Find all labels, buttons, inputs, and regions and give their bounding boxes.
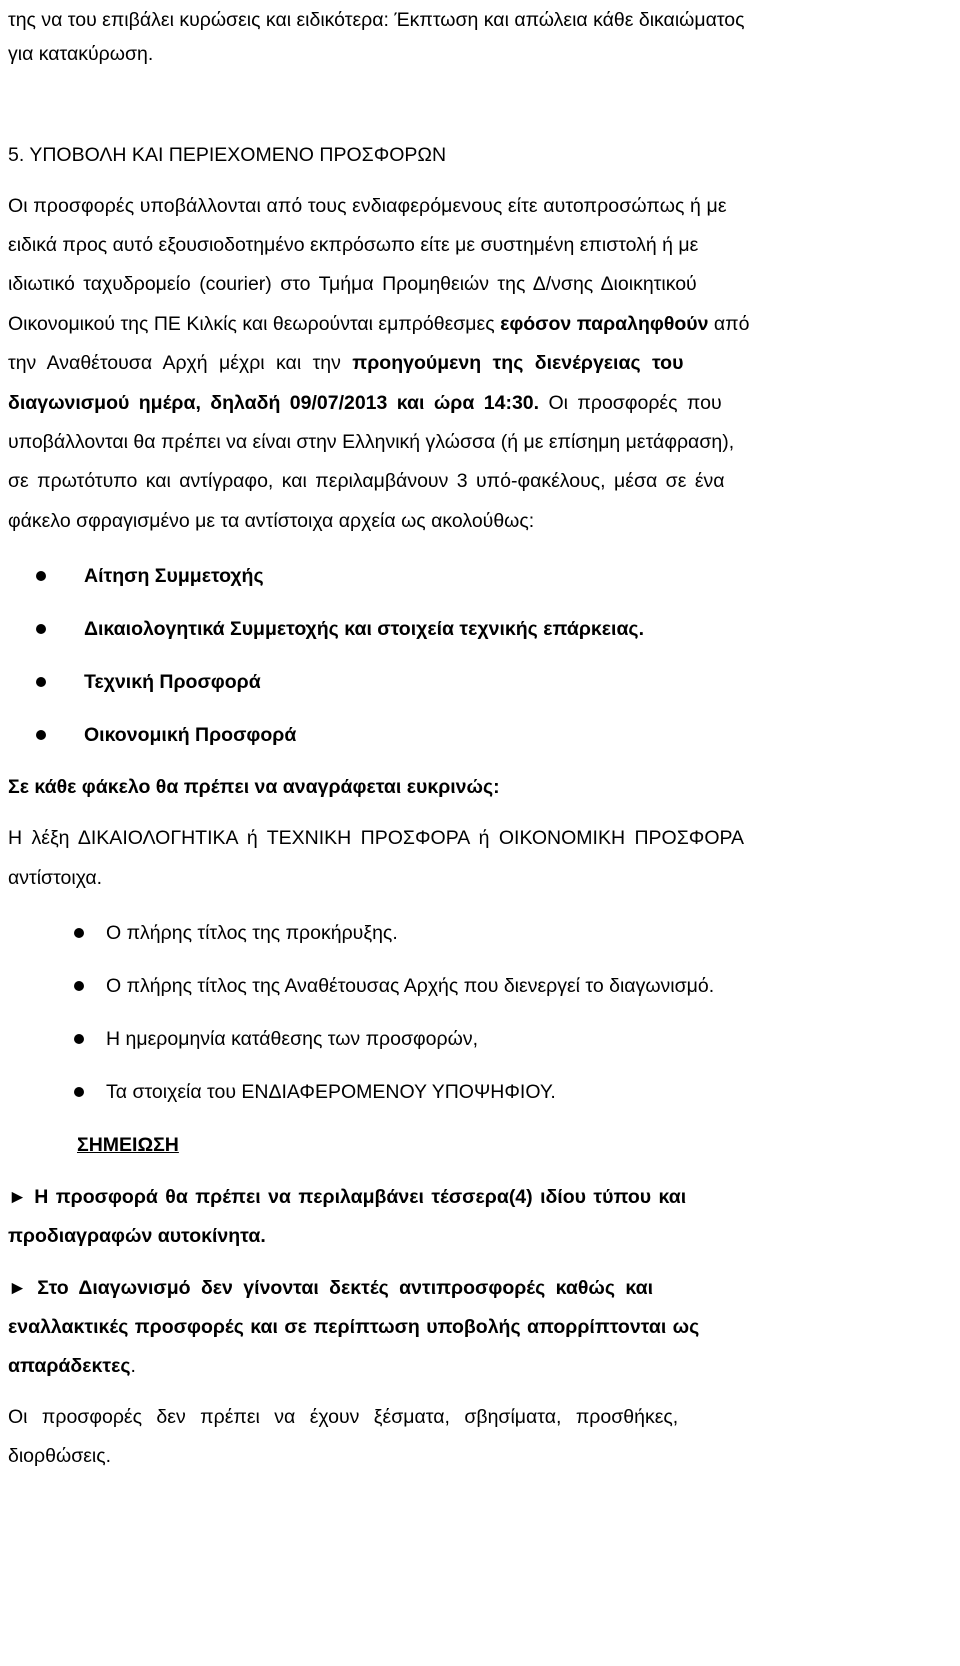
text-span: . <box>130 1355 136 1377</box>
bold-span: εφόσον παραληφθούν <box>500 313 709 335</box>
text-line: ειδικά προς αυτό εξουσιοδοτημένο εκπρόσωπο είτε με συστημένη επιστολή ή με <box>8 234 699 256</box>
bold-span: διαγωνισμού ημέρα, δηλαδή 09/07/2013 και ώρα 14:30. <box>8 392 540 414</box>
bullet-icon <box>36 730 46 740</box>
text-line <box>8 351 908 375</box>
text-span: Οι προσφορές που <box>539 392 722 414</box>
bullet-icon <box>74 1034 84 1044</box>
section-heading: 5. ΥΠΟΒΟΛΗ ΚΑΙ ΠΕΡΙΕΧΟΜΕΝΟ ΠΡΟΣΦΟΡΩΝ <box>8 144 447 166</box>
text-line: αντίστοιχα. <box>8 867 103 889</box>
arrow-icon: ► <box>8 1278 27 1299</box>
text-span: Οικονομικού της ΠΕ Κιλκίς και θεωρούνται εμπρόθεσμες <box>8 313 501 335</box>
text-line: Οι προσφορές δεν πρέπει να έχουν ξέσματα, σβησίματα, προσθήκες, <box>8 1406 679 1428</box>
text-line: διορθώσεις. <box>8 1445 112 1467</box>
list-item: Ο πλήρης τίτλος της Αναθέτουσας Αρχής που διενεργεί το διαγωνισμό. <box>106 975 715 997</box>
note-line <box>8 1276 908 1301</box>
note-heading: ΣΗΜΕΙΩΣΗ <box>77 1134 179 1156</box>
text-line: υποβάλλονται θα πρέπει να είναι στην Ελληνική γλώσσα (ή με επίσημη μετάφραση), <box>8 431 735 453</box>
note-line <box>8 1185 908 1210</box>
bold-span: Η προσφορά θα πρέπει να περιλαμβάνει τέσσερα(4) ιδίου τύπου και <box>34 1186 687 1208</box>
bold-span: απαράδεκτες <box>8 1355 131 1377</box>
note-line: εναλλακτικές προσφορές και σε περίπτωση υποβολής απορρίπτονται ως <box>8 1316 700 1338</box>
text-line: της να του επιβάλει κυρώσεις και ειδικότερα: Έκπτωση και απώλεια κάθε δικαιώματος <box>8 9 745 31</box>
list-item: Αίτηση Συμμετοχής <box>84 565 264 587</box>
bullet-icon <box>74 1087 84 1097</box>
list-item: Η ημερομηνία κατάθεσης των προσφορών, <box>106 1028 479 1050</box>
bold-span: προηγούμενη της διενέργειας του <box>352 352 684 374</box>
bullet-icon <box>36 624 46 634</box>
text-line: φάκελο σφραγισμένο με τα αντίστοιχα αρχεία ως ακολούθως: <box>8 510 535 532</box>
note-line: προδιαγραφών αυτοκίνητα. <box>8 1225 266 1247</box>
list-item: Οικονομική Προσφορά <box>84 724 297 746</box>
text-span: από <box>708 313 750 335</box>
bullet-icon <box>74 928 84 938</box>
bullet-icon <box>36 677 46 687</box>
text-span: την Αναθέτουσα Αρχή μέχρι και την <box>8 352 353 374</box>
text-line: για κατακύρωση. <box>8 43 154 65</box>
list-item: Τεχνική Προσφορά <box>84 671 261 693</box>
bold-span: Στο Διαγωνισμό δεν γίνονται δεκτές αντιπροσφορές καθώς και <box>37 1277 654 1299</box>
list-item: Δικαιολογητικά Συμμετοχής και στοιχεία τεχνικής επάρκειας. <box>84 618 644 640</box>
subheading: Σε κάθε φάκελο θα πρέπει να αναγράφεται ευκρινώς: <box>8 776 500 798</box>
text-line: σε πρωτότυπο και αντίγραφο, και περιλαμβάνουν 3 υπό-φακέλους, μέσα σε ένα <box>8 470 725 492</box>
list-item: Τα στοιχεία του ΕΝΔΙΑΦΕΡΟΜΕΝΟΥ ΥΠΟΨΗΦΙΟΥ. <box>106 1081 556 1103</box>
text-line: Η λέξη ΔΙΚΑΙΟΛΟΓΗΤΙΚΑ ή ΤΕΧΝΙΚΗ ΠΡΟΣΦΟΡΑ ή ΟΙΚΟΝΟΜΙΚΗ ΠΡΟΣΦΟΡΑ <box>8 827 745 849</box>
bullet-icon <box>36 571 46 581</box>
list-item: Ο πλήρης τίτλος της προκήρυξης. <box>106 922 398 944</box>
text-line <box>8 312 908 336</box>
text-line: Οι προσφορές υποβάλλονται από τους ενδιαφερόμενους είτε αυτοπροσώπως ή με <box>8 195 727 217</box>
text-line: ιδιωτικό ταχυδρομείο (courier) στο Τμήμα Προμηθειών της Δ/νσης Διοικητικού <box>8 273 697 295</box>
bullet-icon <box>74 981 84 991</box>
arrow-icon: ► <box>8 1187 27 1208</box>
note-line <box>8 1354 908 1378</box>
text-line <box>8 391 908 415</box>
